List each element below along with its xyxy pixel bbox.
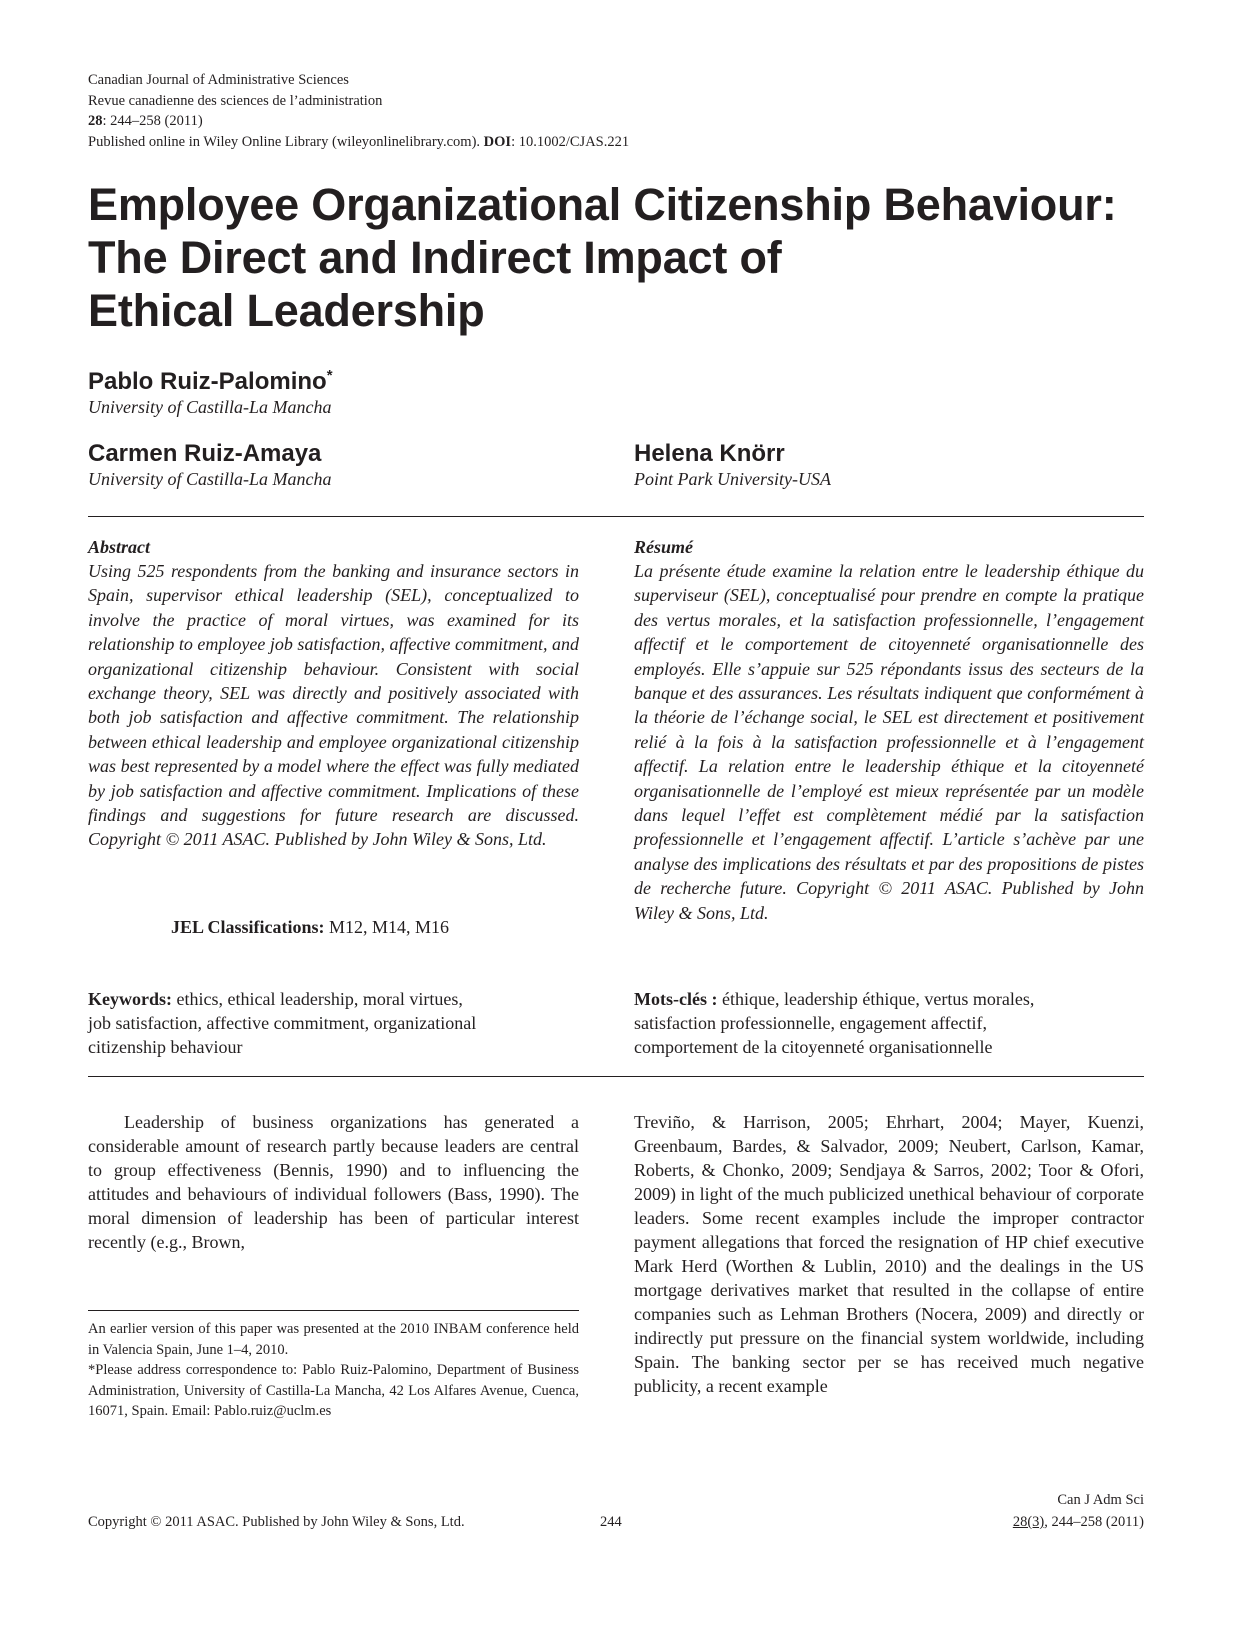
mots-cles [634,987,1134,1059]
footnote-1: An earlier version of this paper was presented at the 2010 INBAM conference held in Valencia Spain, June 1–4, 2010. [88,1321,579,1358]
author-name-text: Pablo Ruiz-Palomino [88,368,327,395]
doi-label: DOI [483,133,512,150]
journal-name-en: Canadian Journal of Administrative Sciences [88,72,349,88]
title-line-2: The Direct and Indirect Impact of [88,232,782,283]
keywords-line-3: citizenship behaviour [88,1037,243,1057]
paper-title [88,178,1168,337]
keywords-line-1 [88,987,588,1011]
keywords-label: Keywords: [88,989,172,1009]
author-name [88,362,333,396]
author-name: Helena Knörr [634,440,785,467]
author-affiliation: University of Castilla-La Mancha [88,469,332,489]
doi-value: : 10.1002/CJAS.221 [511,133,630,150]
keywords-lines [88,987,588,1059]
author-mark: * [326,367,333,384]
title-line-3: Ethical Leadership [88,285,485,336]
jel-label: JEL Classifications: [171,917,325,937]
journal-online-text: Published online in Wiley Online Library (wileyonlinelibrary.com). [88,133,481,150]
journal-name-fr: Revue canadienne des sciences de l’administration [88,92,383,109]
mots-cles-text: éthique, leadership éthique, vertus morales, [717,989,1035,1009]
citation-rest: , 244–258 (2011) [1044,1514,1144,1530]
abstract-heading: Abstract [88,537,151,557]
keywords [88,987,588,1059]
journal-volume: 28 [88,113,103,129]
author-block-1 [88,362,333,418]
mots-cles-line-3: comportement de la citoyenneté organisationnelle [634,1037,993,1057]
footnote-rule [88,1310,579,1311]
mots-cles-line-1 [634,987,1134,1011]
title-line-1: Employee Organizational Citizenship Behaviour: [88,179,1117,230]
mots-cles-label: Mots-clés : [634,989,718,1009]
journal-pages: : 244–258 (2011) [102,113,203,129]
jel-classifications [171,915,449,939]
author-affiliation: University of Castilla-La Mancha [88,397,332,417]
body-right-column: Treviño, & Harrison, 2005; Ehrhart, 2004; Mayer, Kuenzi, Greenbaum, Bardes, & Salvador, 2009; Neubert, Carlson, Kamar, Roberts, & Chonko, 2009; Sendjaya & Sarros, 2002; Toor & Ofori, 2009) in light of the much publicized unethical behaviour of corporate leaders. Some recent examples include the improper contractor payment allegations that forced the resignation of HP chief executive Mark Herd (Worthen & Lublin, 2010) and the dealings in the US mortgage derivatives market that resulted in the collapse of entire companies such as Lehman Brothers (Nocera, 2009) and directly or indirectly put pressure on the financial system worldwide, including Spain. The banking sector per se has received much negative publicity, a recent example [634,1112,1144,1396]
resume-heading: Résumé [634,537,694,557]
author-affiliation: Point Park University-USA [634,469,831,489]
abstract-text: Using 525 respondents from the banking and insurance sectors in Spain, supervisor ethical leadership (SEL), conceptualized to involve the practice of moral virtues, was examined for its relationship to employee job satisfaction, affective commitment, and organizational citizenship behaviour. Consistent with social exchange theory, SEL was directly and positively associated with both job satisfaction and affective commitment. The relationship between ethical leadership and employee organizational citizenship was best represented by a model where the effect was fully mediated by job satisfaction and affective commitment. Implications of these findings and suggestions for future research are discussed. Copyright © 2011 ASAC. Published by John Wiley & Sons, Ltd. [88,561,579,850]
jel-value: M12, M14, M16 [324,917,450,937]
body-left-column: Leadership of business organizations has generated a considerable amount of research partly because leaders are central to group effectiveness (Bennis, 1990) and to influencing the attitudes and behaviours of individual followers (Bass, 1990). The moral dimension of leadership has been of particular interest recently (e.g., Brown, [88,1112,579,1252]
citation-link[interactable]: 28(3) [1012,1514,1045,1530]
mots-cles-line-2: satisfaction professionnelle, engagement affectif, [634,1013,988,1033]
footnote-2: *Please address correspondence to: Pablo Ruiz-Palomino, Department of Business Administration, University of Castilla-La Mancha, 42 Los Alfares Avenue, Cuenca, 16071, Spain. Email: Pablo.ruiz@uclm.es [88,1362,579,1419]
journal-header [88,70,629,152]
author-block-2 [88,440,331,490]
mots-cles-lines [634,987,1134,1059]
journal-volume-line [88,111,629,132]
divider-bottom [88,1076,1144,1077]
page-number: 244 [600,1514,622,1530]
keywords-line-2: job satisfaction, affective commitment, organizational [88,1013,477,1033]
footer-copyright: Copyright © 2011 ASAC. Published by John Wiley & Sons, Ltd. [88,1514,465,1530]
footer-journal-abbrev: Can J Adm Sci [1057,1492,1144,1508]
footer-citation [1013,1512,1144,1532]
divider-top [88,516,1144,517]
author-name: Carmen Ruiz-Amaya [88,440,322,467]
resume-text: La présente étude examine la relation entre le leadership éthique du superviseur (SEL), conceptualisé pour prendre en compte la pratique des vertus morales, et la satisfaction professionnelle, l’engagement affectif et le comportement de citoyenneté organisationnelle des employés. Elle s’appuie sur 525 répondants issus des secteurs de la banque et des assurances. Les résultats indiquent que conformément à la théorie de l’échange social, le SEL est directement et positivement relié à la fois à la satisfaction professionnelle et à l’engagement affectif. La relation entre le leadership éthique et la citoyenneté organisationnelle de l’employé est mieux représentée par un modèle dans lequel l’effet est complètement médié par la satisfaction professionnelle et l’engagement affectif. L’article s’achève par une analyse des implications des résultats et par des propositions de pistes de recherche future. Copyright © 2011 ASAC. Published by John Wiley & Sons, Ltd. [634,561,1144,923]
keywords-text: ethics, ethical leadership, moral virtues, [172,989,463,1009]
author-block-3 [634,440,831,490]
journal-online-line [88,132,629,153]
